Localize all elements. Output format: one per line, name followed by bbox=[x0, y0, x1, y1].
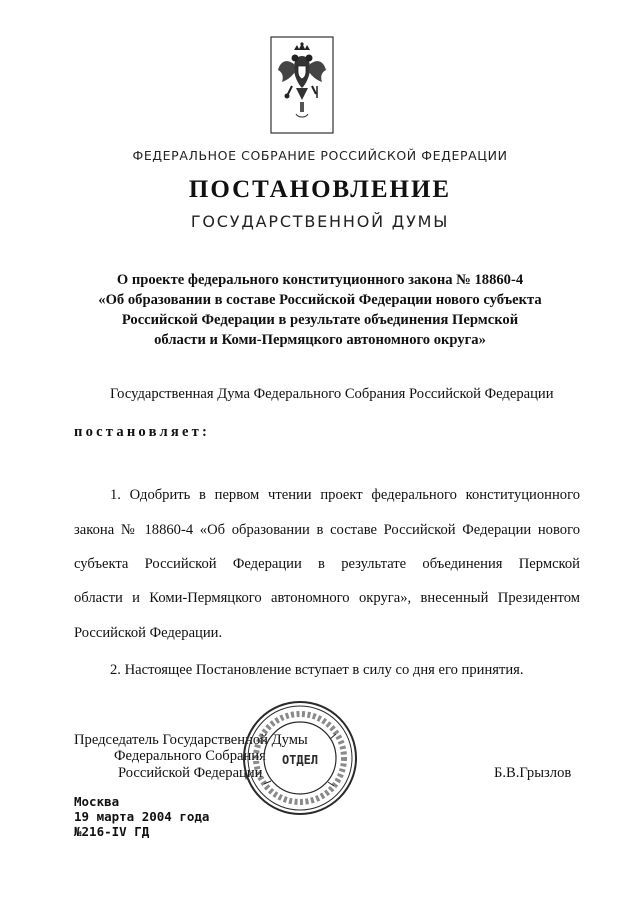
coat-of-arms-emblem bbox=[270, 36, 334, 134]
paragraph-1-line: закона № 18860-4 «Об образовании в составе Российской Федерации нового bbox=[74, 522, 580, 538]
official-stamp-seal bbox=[240, 698, 360, 818]
paragraph-2: 2. Настоящее Постановление вступает в силу со дня его принятия. bbox=[110, 662, 524, 678]
parliament-name: ФЕДЕРАЛЬНОЕ СОБРАНИЕ РОССИЙСКОЙ ФЕДЕРАЦИИ bbox=[132, 148, 508, 163]
paragraph-1-line: области и Коми-Пермяцкого автономного округа», внесенный Президентом bbox=[74, 590, 580, 606]
resolution-heading bbox=[60, 270, 580, 350]
paragraph-1-line: Российской Федерации. bbox=[74, 625, 223, 641]
paragraph-1-line: субъекта Российской Федерации в результате объединения Пермской bbox=[74, 556, 580, 572]
heading-line: Российской Федерации в результате объединения Пермской bbox=[121, 312, 519, 328]
footer-date: 19 марта 2004 года bbox=[74, 809, 210, 824]
paragraph-1-line: 1. Одобрить в первом чтении проект федерального конституционного bbox=[110, 487, 580, 503]
heading-line: «Об образовании в составе Российской Федерации нового субъекта bbox=[98, 292, 542, 308]
signatory-position-line: Федерального Собрания bbox=[114, 748, 266, 764]
document-subtitle: ГОСУДАРСТВЕННОЙ ДУМЫ bbox=[190, 212, 450, 231]
preamble-text: Государственная Дума Федерального Собрания Российской Федерации bbox=[110, 386, 554, 402]
signatory-position-line: Председатель Государственной Думы bbox=[74, 732, 308, 748]
signatory-position-line: Российской Федерации bbox=[118, 765, 263, 781]
stamp-center-text: ОТДЕЛ bbox=[281, 753, 319, 767]
signatory-name: Б.В.Грызлов bbox=[494, 765, 572, 781]
footer-city: Москва bbox=[74, 794, 120, 809]
footer-number: №216-IV ГД bbox=[74, 824, 150, 839]
document-title: ПОСТАНОВЛЕНИЕ bbox=[188, 176, 452, 203]
decree-word: постановляет: bbox=[74, 424, 211, 440]
heading-line: О проекте федерального конституционного закона № 18860-4 bbox=[116, 272, 524, 288]
heading-line: области и Коми-Пермяцкого автономного округа» bbox=[154, 332, 486, 348]
